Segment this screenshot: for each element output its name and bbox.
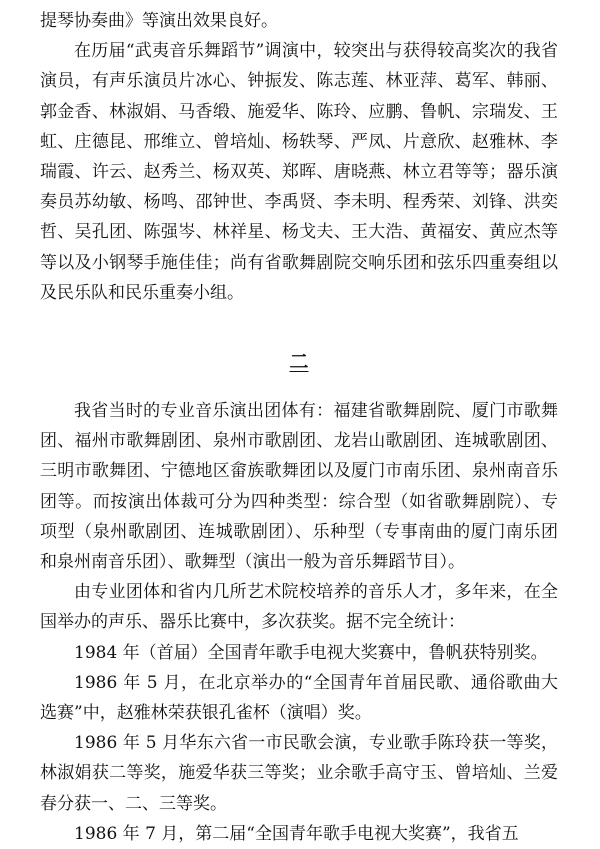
body-text-top <box>40 6 558 308</box>
section-heading <box>40 330 558 394</box>
section-number: 二 <box>289 351 309 374</box>
paragraph: 1986 年 5 月华东六省一市民歌会演，专业歌手陈玲获一等奖，林淑娟获二等奖，施爱华获三等奖；业余歌手高守玉、曾培灿、兰爱春分获一、二、三等奖。 <box>40 733 558 814</box>
body-text-bottom <box>40 396 558 849</box>
paragraph: 在历届“武夷音乐舞蹈节”调演中，较突出与获得较高奖次的我省演员，有声乐演员片冰心、钟振发、陈志莲、林亚萍、葛军、韩丽、郭金香、林淑娟、马香缎、施爱华、陈玲、应鹏、鲁帆、宗瑞发、王虹、庄德昆、邢维立、曾培灿、杨轶琴、严凤、片意欣、赵雅林、李瑞霞、许云、赵秀兰、杨双英、郑晖、唐晓燕、林立君等等；器乐演奏员苏幼敏、杨鸣、邵钟世、李禹贤、李未明、程秀荣、刘锋、洪奕哲、吴孔团、陈强岑、林祥星、杨戈夫、王大浩、黄福安、黄应杰等等以及小钢琴手施佳佳；尚有省歌舞剧院交响乐团和弦乐四重奏组以及民乐队和民乐重奏小组。 <box>40 41 558 303</box>
paragraph: 1986 年 7 月，第二届“全国青年歌手电视大奖赛”，我省五 <box>74 823 519 844</box>
paragraph: 提琴协奏曲》等演出效果良好。 <box>40 11 278 31</box>
paragraph: 1986 年 5 月，在北京举办的“全国青年首届民歌、通俗歌曲大选赛”中，赵雅林荣获银孔雀杯（演唱）奖。 <box>40 672 558 724</box>
paragraph: 1984 年（首届）全国青年歌手电视大奖赛中，鲁帆获特别奖。 <box>74 642 548 663</box>
paragraph: 我省当时的专业音乐演出团体有：福建省歌舞剧院、厦门市歌舞团、福州市歌舞剧团、泉州市歌剧团、龙岩山歌剧团、连城歌剧团、三明市歌舞团、宁德地区畲族歌舞团以及厦门市南乐团、泉州南音乐团等。而按演出体裁可分为四种类型：综合型（如省歌舞剧院）、专项型（泉州歌剧团、连城歌剧团）、乐种型（专事南曲的厦门南乐团和泉州南音乐团）、歌舞型（演出一般为音乐舞蹈节目）。 <box>40 401 558 573</box>
paragraph: 由专业团体和省内几所艺术院校培养的音乐人才，多年来，在全国举办的声乐、器乐比赛中，多次获奖。据不完全统计： <box>40 582 558 633</box>
